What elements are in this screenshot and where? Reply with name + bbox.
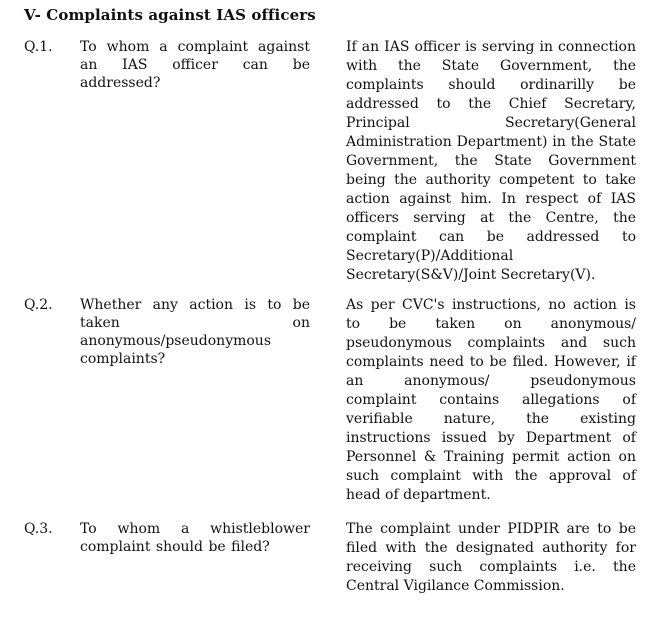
question-text: Whether any action is to be taken on anonymous/pseudonymous complaints?	[80, 297, 310, 367]
question-number: Q.1.	[24, 39, 53, 55]
answer-text: The complaint under PIDPIR are to be filed with the designated authority for receiving such complaints i.e. the Central Vigilance Commission.	[346, 521, 636, 594]
answer-text: If an IAS officer is serving in connection with the State Government, the complaints should ordinarilly be addressed to the Chief Secretary, Principal Secretary(General Administration Department) in the State Government, the State Government being the authority competent to take action against him. In respect of IAS officers serving at the Centre, the complaint can be addressed to Secretary(P)/Additional Secretary(S&V)/Joint Secretary(V).	[346, 39, 636, 283]
question-number: Q.2.	[24, 297, 53, 313]
question-text: To whom a complaint against an IAS officer can be addressed?	[80, 39, 310, 91]
section-title: V- Complaints against IAS officers	[24, 6, 316, 24]
question-text: To whom a whistleblower complaint should be filed?	[80, 521, 310, 555]
question-number: Q.3.	[24, 521, 53, 537]
answer-text: As per CVC's instructions, no action is to be taken on anonymous/ pseudonymous complaints and such complaints need to be filed. However, if an anonymous/ pseudonymous complaint contains allegations of verifiable nature, the existing instructions issued by Department of Personnel & Training permit action on such complaint with the approval of head of department.	[346, 297, 636, 503]
